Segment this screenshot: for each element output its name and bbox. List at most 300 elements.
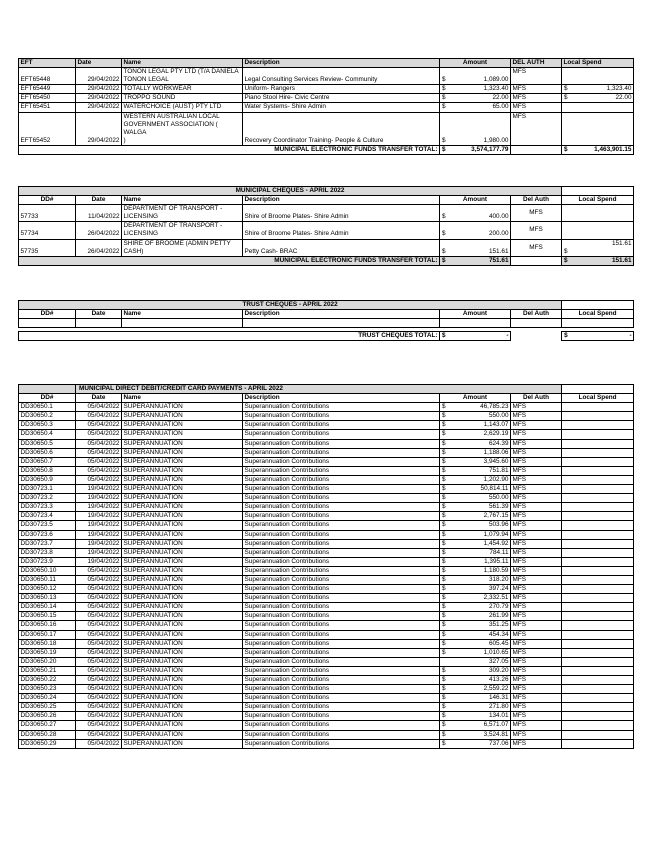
date-cell: 05/04/2022 — [76, 639, 122, 648]
currency-symbol: $ — [442, 448, 446, 456]
table-row — [19, 85, 634, 94]
currency-symbol: $ — [442, 621, 446, 629]
currency-symbol: $ — [442, 94, 446, 102]
date-cell: 05/04/2022 — [76, 466, 122, 475]
dd-table — [18, 384, 634, 749]
table-row — [19, 448, 634, 457]
currency-symbol: $ — [442, 85, 446, 93]
cheque-id: 57734 — [19, 222, 76, 239]
col-header: DD# — [19, 196, 76, 205]
amount-cell — [562, 205, 634, 222]
total-local-value: 151.61 — [611, 256, 632, 264]
table-row — [19, 585, 634, 594]
local-spend-cell — [562, 566, 634, 575]
col-header: Name — [122, 59, 243, 68]
local-spend-cell — [562, 676, 634, 685]
table-row — [19, 721, 634, 730]
del-auth-cell: MFS — [511, 521, 562, 530]
del-auth-cell: MFS — [511, 594, 562, 603]
del-auth-cell: MFS — [511, 703, 562, 712]
date-cell: 26/04/2022 — [76, 239, 122, 256]
name-cell — [122, 222, 243, 239]
dd-id: DD30650.3 — [19, 421, 76, 430]
del-auth-cell: MFS — [511, 494, 562, 503]
currency-symbol: $ — [442, 694, 446, 702]
dd-id: DD30723.3 — [19, 503, 76, 512]
del-auth-cell: MFS — [511, 548, 562, 557]
col-header: Date — [76, 196, 122, 205]
currency-symbol: $ — [442, 521, 446, 529]
amount-cell — [440, 685, 511, 694]
amount-cell — [440, 439, 511, 448]
empty-cell — [562, 319, 634, 328]
cheques-header-row — [19, 196, 634, 205]
amount-cell — [440, 585, 511, 594]
total-label: MUNICIPAL ELECTRONIC FUNDS TRANSFER TOTAL: — [19, 145, 440, 154]
dd-id: DD30650.14 — [19, 603, 76, 612]
description-cell: Superannuation Contributions — [243, 721, 440, 730]
local-spend-cell — [562, 512, 634, 521]
table-row — [19, 521, 634, 530]
table-row — [19, 539, 634, 548]
description-cell: Superannuation Contributions — [243, 648, 440, 657]
description-cell: Water Systems- Shire Admin — [243, 103, 440, 112]
dd-id: DD30650.8 — [19, 466, 76, 475]
description-cell: Superannuation Contributions — [243, 621, 440, 630]
description-cell: Superannuation Contributions — [243, 612, 440, 621]
trust-table — [18, 300, 634, 341]
amount-cell — [440, 621, 511, 630]
amount-cell — [440, 94, 511, 103]
table-row — [19, 739, 634, 748]
amount-cell — [440, 222, 511, 239]
amount-value: 751.81 — [488, 466, 509, 474]
currency-symbol: $ — [442, 603, 446, 611]
name-cell — [122, 205, 243, 222]
description-cell: Piano Stool Hire- Civic Centre — [243, 94, 440, 103]
name-cell: SUPERANNUATION — [122, 585, 243, 594]
description-cell: Superannuation Contributions — [243, 512, 440, 521]
col-header: Amount — [440, 59, 511, 68]
amount-cell — [440, 112, 511, 145]
del-auth-cell: MFS — [511, 239, 562, 256]
dd-id: DD30650.26 — [19, 712, 76, 721]
local-spend-cell — [562, 703, 634, 712]
name-line: TONON LEGAL — [123, 76, 169, 84]
amount-cell — [440, 503, 511, 512]
del-auth-cell: MFS — [511, 557, 562, 566]
amount-cell — [440, 457, 511, 466]
total-label: TRUST CHEQUES TOTAL: — [19, 332, 440, 341]
eft-body — [19, 68, 634, 146]
currency-symbol: $ — [442, 475, 446, 483]
date-cell: 05/04/2022 — [76, 457, 122, 466]
amount-cell — [562, 103, 634, 112]
name-cell: SUPERANNUATION — [122, 548, 243, 557]
name-cell: SUPERANNUATION — [122, 539, 243, 548]
col-header: DD# — [19, 394, 76, 403]
amount-value: 22.00 — [492, 94, 509, 102]
description-cell: Superannuation Contributions — [243, 548, 440, 557]
local-spend-cell — [562, 494, 634, 503]
amount-cell — [440, 594, 511, 603]
amount-value: 503.96 — [488, 521, 509, 529]
date-cell: 05/04/2022 — [76, 475, 122, 484]
amount-cell — [440, 557, 511, 566]
name-cell — [122, 103, 243, 112]
empty-cell — [19, 385, 76, 394]
dd-id: DD30650.4 — [19, 430, 76, 439]
local-spend-cell — [562, 530, 634, 539]
description-cell: Superannuation Contributions — [243, 657, 440, 666]
dd-id: DD30650.27 — [19, 721, 76, 730]
name-line: TONON LEGAL PTY LTD (T/A DANIELA — [123, 68, 239, 76]
date-cell: 29/04/2022 — [76, 103, 122, 112]
del-auth-cell: MFS — [511, 666, 562, 675]
cheque-id: 57735 — [19, 239, 76, 256]
date-cell: 05/04/2022 — [76, 585, 122, 594]
amount-value: 1,079.94 — [483, 530, 509, 538]
date-cell: 19/04/2022 — [76, 557, 122, 566]
local-spend-cell — [562, 648, 634, 657]
dd-id: DD30650.21 — [19, 666, 76, 675]
amount-value: 1,323.40 — [606, 85, 632, 93]
currency-symbol: $ — [442, 612, 446, 620]
table-row — [19, 94, 634, 103]
total-local — [562, 145, 634, 154]
name-cell: SUPERANNUATION — [122, 466, 243, 475]
name-cell: SUPERANNUATION — [122, 721, 243, 730]
dd-id: DD30650.2 — [19, 412, 76, 421]
currency-symbol: $ — [564, 256, 568, 264]
amount-value: 561.39 — [488, 503, 509, 511]
local-spend-cell — [562, 594, 634, 603]
del-auth-cell: MFS — [511, 68, 562, 85]
local-spend-cell — [562, 721, 634, 730]
table-row — [19, 103, 634, 112]
dd-id: DD30650.19 — [19, 648, 76, 657]
eft-id: EFT65452 — [19, 112, 76, 145]
dd-id: DD30650.5 — [19, 439, 76, 448]
description-cell: Superannuation Contributions — [243, 694, 440, 703]
date-cell: 29/04/2022 — [76, 68, 122, 85]
description-cell: Superannuation Contributions — [243, 685, 440, 694]
amount-value: 550.00 — [488, 412, 509, 420]
description-cell: Shire of Broome Plates- Shire Admin — [243, 222, 440, 239]
date-cell: 26/04/2022 — [76, 222, 122, 239]
currency-symbol: $ — [442, 730, 446, 738]
col-header: Del Auth — [511, 394, 562, 403]
table-row — [19, 612, 634, 621]
amount-value: 550.00 — [488, 494, 509, 502]
amount-cell — [562, 112, 634, 145]
description-cell: Superannuation Contributions — [243, 485, 440, 494]
dd-id: DD30650.7 — [19, 457, 76, 466]
amount-cell — [440, 630, 511, 639]
col-header: Description — [243, 310, 440, 319]
date-cell: 05/04/2022 — [76, 621, 122, 630]
table-row — [19, 466, 634, 475]
amount-value: 2,559.22 — [483, 685, 509, 693]
description-cell: Superannuation Contributions — [243, 585, 440, 594]
del-auth-cell: MFS — [511, 503, 562, 512]
date-cell: 05/04/2022 — [76, 739, 122, 748]
del-auth-cell: MFS — [511, 205, 562, 222]
name-cell — [122, 68, 243, 85]
description-cell: Superannuation Contributions — [243, 557, 440, 566]
name-cell: SUPERANNUATION — [122, 575, 243, 584]
local-spend-cell — [562, 439, 634, 448]
name-cell: SUPERANNUATION — [122, 503, 243, 512]
amount-cell — [562, 94, 634, 103]
local-spend-cell — [562, 448, 634, 457]
amount-value: 784.11 — [489, 548, 509, 556]
amount-cell — [440, 657, 511, 666]
amount-value: 50,814.11 — [480, 485, 509, 493]
currency-symbol: $ — [442, 594, 446, 602]
amount-cell — [440, 530, 511, 539]
amount-cell — [440, 694, 511, 703]
eft-id: EFT65450 — [19, 94, 76, 103]
currency-symbol: $ — [564, 145, 568, 153]
amount-value: 1,395.11 — [484, 557, 509, 565]
local-spend-cell — [562, 475, 634, 484]
del-auth-cell: MFS — [511, 676, 562, 685]
description-cell: Shire of Broome Plates- Shire Admin — [243, 205, 440, 222]
del-auth-cell: MFS — [511, 512, 562, 521]
name-cell — [122, 239, 243, 256]
del-auth-cell: MFS — [511, 657, 562, 666]
name-cell: SUPERANNUATION — [122, 730, 243, 739]
del-auth-cell: MFS — [511, 639, 562, 648]
description-cell: Superannuation Contributions — [243, 475, 440, 484]
col-header: Local Spend — [562, 310, 634, 319]
name-cell: SUPERANNUATION — [122, 612, 243, 621]
description-cell: Superannuation Contributions — [243, 421, 440, 430]
dd-id: DD30650.6 — [19, 448, 76, 457]
date-cell: 05/04/2022 — [76, 694, 122, 703]
cheques-body — [19, 205, 634, 257]
amount-cell — [440, 612, 511, 621]
amount-value: 2,332.51 — [483, 594, 509, 602]
table-row — [19, 485, 634, 494]
date-cell: 19/04/2022 — [76, 539, 122, 548]
currency-symbol: $ — [564, 85, 568, 93]
cheques-table — [18, 186, 634, 266]
table-row — [19, 112, 634, 145]
date-cell: 05/04/2022 — [76, 666, 122, 675]
cheques-title-row — [19, 187, 634, 196]
currency-symbol: $ — [564, 332, 568, 340]
amount-cell — [440, 575, 511, 584]
col-header: Description — [243, 394, 440, 403]
description-cell: Superannuation Contributions — [243, 639, 440, 648]
table-row — [19, 621, 634, 630]
del-auth-cell: MFS — [511, 94, 562, 103]
name-cell: SUPERANNUATION — [122, 403, 243, 412]
amount-value: 46,785.23 — [480, 403, 509, 411]
col-header: DEL AUTH — [511, 59, 562, 68]
date-cell: 05/04/2022 — [76, 721, 122, 730]
empty-cell — [243, 319, 440, 328]
total-local-value: - — [629, 332, 632, 340]
date-cell: 05/04/2022 — [76, 703, 122, 712]
col-header: Local Spend — [562, 394, 634, 403]
col-header: Date — [76, 310, 122, 319]
amount-value: 309.20 — [488, 666, 509, 674]
total-amount-value: 3,574,177.79 — [471, 145, 509, 153]
currency-symbol: $ — [442, 247, 446, 255]
local-spend-cell — [562, 603, 634, 612]
amount-cell — [440, 412, 511, 421]
dd-id: DD30650.22 — [19, 676, 76, 685]
amount-cell — [440, 603, 511, 612]
name-line: TROPPO SOUND — [123, 94, 176, 102]
table-row — [19, 630, 634, 639]
local-spend-cell — [562, 521, 634, 530]
date-cell: 05/04/2022 — [76, 712, 122, 721]
currency-symbol: $ — [442, 712, 446, 720]
date-cell: 19/04/2022 — [76, 503, 122, 512]
trust-empty-row — [19, 319, 634, 328]
date-cell: 19/04/2022 — [76, 512, 122, 521]
description-cell: Superannuation Contributions — [243, 430, 440, 439]
trust-total-row — [19, 332, 634, 341]
amount-cell — [440, 639, 511, 648]
amount-value: 1,143.07 — [483, 421, 509, 429]
table-row — [19, 666, 634, 675]
amount-value: 6,571.07 — [483, 721, 509, 729]
currency-symbol: $ — [442, 332, 446, 340]
section-title: TRUST CHEQUES - APRIL 2022 — [19, 301, 562, 310]
amount-cell — [440, 466, 511, 475]
description-cell: Superannuation Contributions — [243, 503, 440, 512]
currency-symbol: $ — [442, 439, 446, 447]
name-cell — [122, 112, 243, 145]
currency-symbol: $ — [442, 145, 446, 153]
currency-symbol: $ — [442, 485, 446, 493]
del-auth-cell: MFS — [511, 112, 562, 145]
amount-value: 397.24 — [488, 585, 509, 593]
description-cell: Superannuation Contributions — [243, 403, 440, 412]
local-spend-cell — [562, 585, 634, 594]
description-cell: Recovery Coordinator Training- People & Culture — [243, 112, 440, 145]
table-row — [19, 503, 634, 512]
name-line: WESTERN AUSTRALIAN LOCAL — [123, 112, 220, 120]
dd-id: DD30650.20 — [19, 657, 76, 666]
description-cell: Petty Cash- BRAC — [243, 239, 440, 256]
del-auth-cell: MFS — [511, 730, 562, 739]
date-cell: 11/04/2022 — [76, 205, 122, 222]
del-auth-cell: MFS — [511, 403, 562, 412]
amount-cell — [440, 494, 511, 503]
currency-symbol: $ — [442, 512, 446, 520]
amount-value: 65.00 — [492, 103, 509, 111]
currency-symbol: $ — [442, 457, 446, 465]
table-row — [19, 412, 634, 421]
name-cell: SUPERANNUATION — [122, 457, 243, 466]
table-row — [19, 694, 634, 703]
currency-symbol: $ — [442, 230, 446, 238]
currency-symbol: $ — [442, 703, 446, 711]
description-cell: Superannuation Contributions — [243, 730, 440, 739]
del-auth-cell: MFS — [511, 712, 562, 721]
name-cell: SUPERANNUATION — [122, 703, 243, 712]
dd-id: DD30650.1 — [19, 403, 76, 412]
del-auth-cell: MFS — [511, 466, 562, 475]
amount-value: 413.26 — [488, 676, 509, 683]
col-header: Local Spend — [562, 196, 634, 205]
date-cell: 05/04/2022 — [76, 594, 122, 603]
del-auth-cell: MFS — [511, 566, 562, 575]
dd-header-row — [19, 394, 634, 403]
local-spend-cell — [562, 712, 634, 721]
name-cell: SUPERANNUATION — [122, 412, 243, 421]
name-cell: SUPERANNUATION — [122, 676, 243, 685]
name-cell: SUPERANNUATION — [122, 648, 243, 657]
name-cell: SUPERANNUATION — [122, 512, 243, 521]
amount-cell — [440, 430, 511, 439]
amount-value: 400.00 — [488, 213, 509, 221]
date-cell: 05/04/2022 — [76, 657, 122, 666]
description-cell: Superannuation Contributions — [243, 739, 440, 748]
currency-symbol: $ — [442, 585, 446, 593]
col-header: Amount — [440, 196, 511, 205]
table-row — [19, 421, 634, 430]
del-auth-cell: MFS — [511, 530, 562, 539]
dd-id: DD30723.4 — [19, 512, 76, 521]
description-cell: Superannuation Contributions — [243, 530, 440, 539]
amount-value: 151.61 — [611, 239, 632, 247]
description-cell: Superannuation Contributions — [243, 630, 440, 639]
currency-symbol: $ — [442, 666, 446, 674]
del-auth-cell: MFS — [511, 585, 562, 594]
amount-cell — [562, 68, 634, 85]
description-cell: Superannuation Contributions — [243, 703, 440, 712]
currency-symbol: $ — [564, 94, 568, 102]
name-cell: SUPERANNUATION — [122, 630, 243, 639]
eft-id: EFT65451 — [19, 103, 76, 112]
empty-cell — [76, 319, 122, 328]
name-cell: SUPERANNUATION — [122, 421, 243, 430]
currency-symbol: $ — [442, 575, 446, 583]
del-auth-cell: MFS — [511, 648, 562, 657]
total-local-value: 1,463,901.15 — [594, 145, 632, 153]
description-cell: Superannuation Contributions — [243, 603, 440, 612]
amount-cell — [440, 448, 511, 457]
amount-cell — [562, 85, 634, 94]
date-cell: 19/04/2022 — [76, 548, 122, 557]
del-auth-cell: MFS — [511, 694, 562, 703]
name-line: TOTALLY WORKWEAR — [123, 85, 192, 93]
currency-symbol: $ — [442, 676, 446, 683]
total-local — [562, 332, 634, 341]
empty-cell — [19, 319, 76, 328]
empty-cell — [440, 319, 511, 328]
table-row — [19, 530, 634, 539]
del-auth-cell: MFS — [511, 539, 562, 548]
currency-symbol: $ — [442, 566, 446, 574]
amount-value: 624.39 — [488, 439, 509, 447]
del-auth-cell: MFS — [511, 430, 562, 439]
amount-value: 22.00 — [615, 94, 632, 102]
name-line: CASH) — [123, 247, 144, 255]
local-spend-cell — [562, 557, 634, 566]
local-spend-cell — [562, 457, 634, 466]
local-spend-cell — [562, 548, 634, 557]
dd-title-row — [19, 385, 634, 394]
amount-value: 351.25 — [488, 621, 509, 629]
